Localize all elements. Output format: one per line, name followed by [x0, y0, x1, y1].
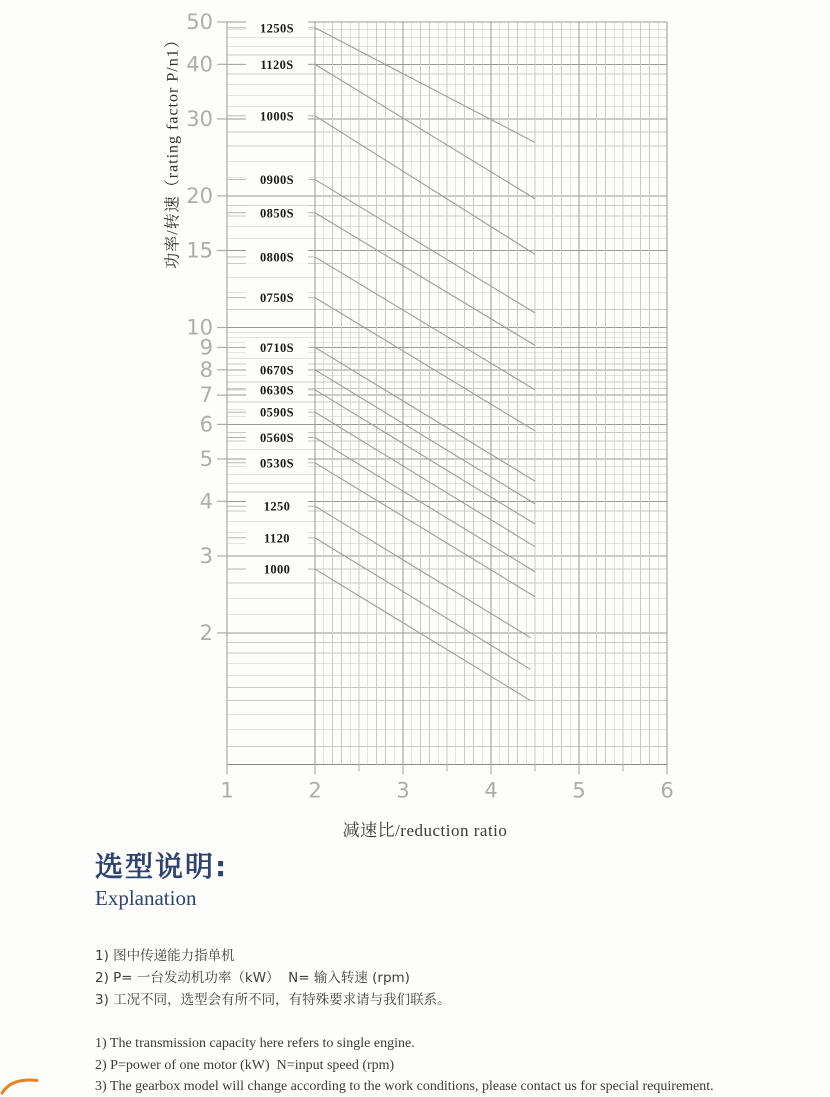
series-label-0590S: 0590S	[260, 405, 294, 420]
series-label-0710S: 0710S	[260, 340, 294, 355]
series-label-1120: 1120	[264, 531, 290, 546]
note-en-1: 1) The transmission capacity here refers to single engine.	[95, 1036, 415, 1051]
x-axis-title: 减速比/reduction ratio	[342, 821, 508, 840]
x-tick-5: 5	[572, 778, 586, 803]
y-tick-15: 15	[186, 238, 213, 263]
series-label-0530S: 0530S	[260, 456, 294, 471]
series-label-1000S: 1000S	[260, 109, 294, 124]
corner-swoosh-icon	[0, 1076, 42, 1097]
y-tick-40: 40	[186, 52, 213, 77]
series-label-0670S: 0670S	[260, 363, 294, 378]
x-tick-4: 4	[484, 778, 498, 803]
series-label-0750S: 0750S	[260, 291, 294, 306]
y-tick-8: 8	[199, 357, 213, 382]
explanation-heading-en: Explanation	[95, 886, 197, 910]
x-tick-6: 6	[660, 778, 674, 803]
y-tick-7: 7	[199, 383, 213, 408]
series-label-0800S: 0800S	[260, 250, 294, 265]
series-label-1000: 1000	[263, 562, 291, 577]
y-tick-2: 2	[199, 620, 213, 645]
series-label-1250: 1250	[263, 499, 291, 514]
y-tick-50: 50	[186, 10, 213, 34]
y-tick-5: 5	[199, 447, 213, 471]
y-tick-3: 3	[199, 543, 213, 568]
series-label-0630S: 0630S	[260, 383, 294, 398]
series-label-1120S: 1120S	[260, 57, 294, 72]
series-label-0900S: 0900S	[260, 173, 294, 188]
y-tick-9: 9	[199, 335, 213, 360]
x-tick-2: 2	[308, 778, 322, 803]
note-en-3: 3) The gearbox model will change according to the work conditions, please contact us for special requirement.	[95, 1079, 714, 1094]
x-tick-3: 3	[396, 778, 410, 803]
note-cn-3: 3) 工况不同，选型会有所不同，有特殊要求请与我们联系。	[95, 992, 451, 1008]
explanation-section	[95, 852, 795, 1097]
y-tick-30: 30	[186, 106, 213, 131]
notes-chinese	[95, 945, 795, 1011]
x-tick-1: 1	[220, 778, 234, 803]
y-axis-title: 功率/转速（rating factor P/n1）	[164, 31, 182, 269]
explanation-heading-cn: 选型说明:	[95, 850, 229, 883]
note-cn-1: 1) 图中传递能力指单机	[95, 948, 235, 964]
note-cn-2: 2) P= 一台发动机功率（kW） N= 输入转速 (rpm)	[95, 970, 410, 986]
series-label-1250S: 1250S	[260, 21, 294, 36]
note-en-2: 2) P=power of one motor (kW) N=input speed (rpm)	[95, 1057, 395, 1073]
y-tick-4: 4	[199, 489, 213, 514]
y-tick-10: 10	[186, 315, 213, 340]
y-tick-20: 20	[186, 183, 213, 208]
y-tick-6: 6	[199, 412, 213, 437]
series-label-0850S: 0850S	[260, 206, 294, 221]
notes-english	[95, 1033, 795, 1097]
series-label-0560S: 0560S	[260, 430, 294, 445]
series-labels	[246, 21, 308, 577]
